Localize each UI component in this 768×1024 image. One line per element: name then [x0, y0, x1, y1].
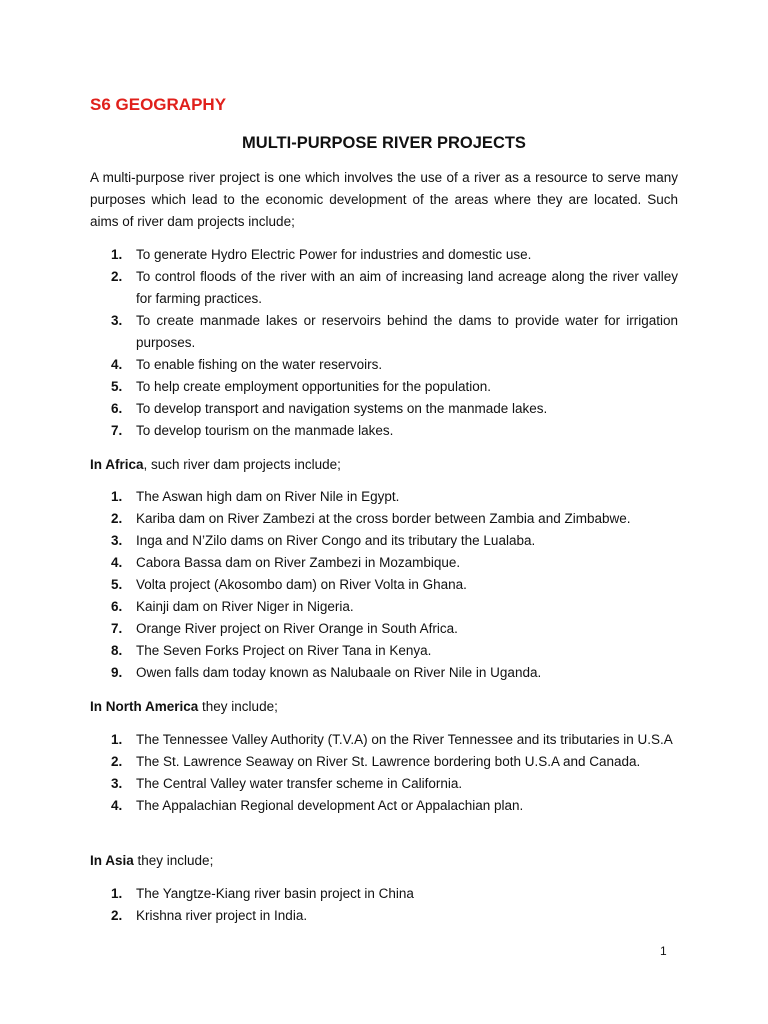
north-america-list [90, 729, 678, 817]
list-item: 9. Owen falls dam today known as Nalubaale on River Nile in Uganda. [111, 665, 542, 680]
region-label: In North America [90, 699, 199, 714]
list-item: 1. To generate Hydro Electric Power for industries and domestic use. [111, 247, 532, 262]
subject-heading: S6 GEOGRAPHY [90, 95, 227, 114]
document-page [90, 0, 678, 1024]
intro-paragraph: A multi-purpose river project is one which involves the use of a river as a resource to serve many purposes which lead to the economic development of the areas where they are located. Such aims of river dam projects include; [90, 170, 678, 229]
asia-list [90, 883, 678, 927]
asia-heading: In Asia they include; [90, 853, 214, 868]
list-item: 1. The Aswan high dam on River Nile in Egypt. [111, 489, 400, 504]
list-item: 4. Cabora Bassa dam on River Zambezi in Mozambique. [111, 555, 461, 570]
africa-list [90, 486, 678, 684]
list-item: 3. Inga and N’Zilo dams on River Congo and its tributary the Lualaba. [111, 533, 536, 548]
document-title: MULTI-PURPOSE RIVER PROJECTS [242, 134, 526, 152]
page-number: 1 [660, 944, 667, 958]
list-item: 4. To enable fishing on the water reservoirs. [111, 357, 383, 372]
list-item: 2. The St. Lawrence Seaway on River St. Lawrence bordering both U.S.A and Canada. [111, 754, 641, 769]
list-item: 6. To develop transport and navigation systems on the manmade lakes. [111, 401, 548, 416]
list-item: 8. The Seven Forks Project on River Tana in Kenya. [111, 643, 432, 658]
list-item: 2. Kariba dam on River Zambezi at the cross border between Zambia and Zimbabwe. [111, 511, 631, 526]
region-label: In Asia [90, 853, 134, 868]
list-item: 3. To create manmade lakes or reservoirs behind the dams to provide water for irrigation purposes. [111, 313, 678, 350]
list-item: 3. The Central Valley water transfer scheme in California. [111, 776, 463, 791]
north-america-heading: In North America they include; [90, 699, 278, 714]
list-item: 2. Krishna river project in India. [111, 908, 308, 923]
list-item: 2. To control floods of the river with an aim of increasing land acreage along the river valley for farming practices. [111, 269, 678, 306]
list-item: 1. The Yangtze-Kiang river basin project in China [111, 886, 414, 901]
africa-heading: In Africa, such river dam projects include; [90, 457, 341, 472]
list-item: 4. The Appalachian Regional development Act or Appalachian plan. [111, 798, 524, 813]
aims-list [90, 244, 678, 442]
list-item: 6. Kainji dam on River Niger in Nigeria. [111, 599, 354, 614]
region-label: In Africa [90, 457, 144, 472]
list-item: 7. To develop tourism on the manmade lakes. [111, 423, 394, 438]
list-item: 5. Volta project (Akosombo dam) on River Volta in Ghana. [111, 577, 467, 592]
list-item: 7. Orange River project on River Orange in South Africa. [111, 621, 458, 636]
list-item: 1. The Tennessee Valley Authority (T.V.A) on the River Tennessee and its tributaries in U.S.A [111, 732, 673, 747]
list-item: 5. To help create employment opportunities for the population. [111, 379, 491, 394]
